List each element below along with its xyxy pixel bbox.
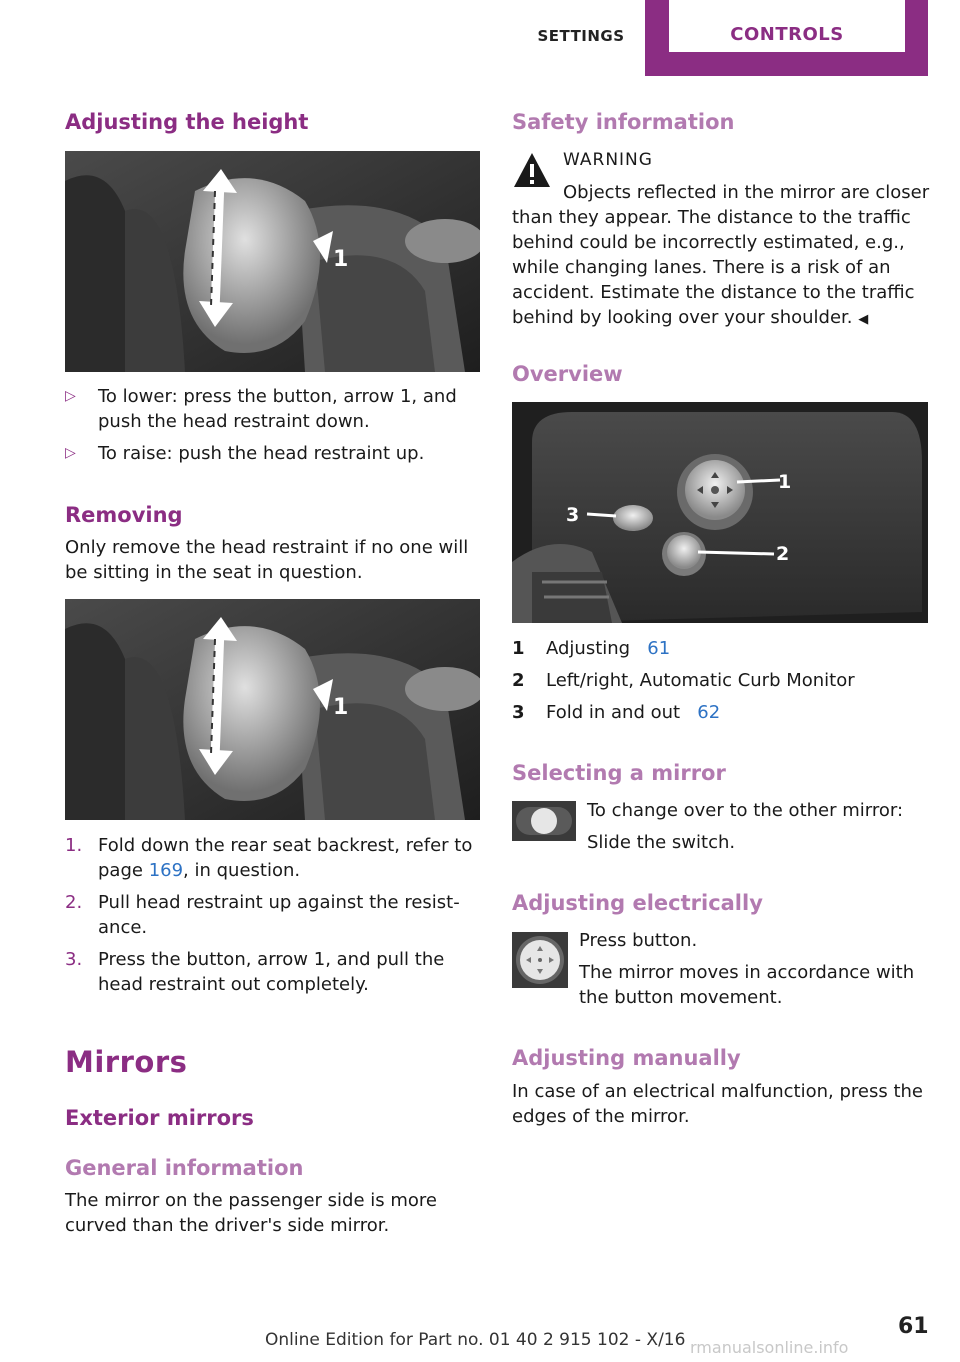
heading-general-information: General information: [65, 1156, 304, 1180]
manual-text: In case of an electrical malfunction, press the edges of the mirror.: [512, 1081, 923, 1127]
head-restraint-photo-2: [65, 599, 480, 820]
heading-safety-information: Safety information: [512, 110, 735, 134]
head-restraint-photo-1: [65, 151, 480, 372]
chapter-tab-label: CONTROLS: [669, 0, 905, 52]
heading-adjusting-manually: Adjusting manually: [512, 1046, 741, 1070]
selecting-line-2: Slide the switch.: [587, 832, 736, 853]
heading-exterior-mirrors: Exterior mirrors: [65, 1106, 254, 1130]
electric-line-2: The mirror moves in accordance with the button movement.: [579, 962, 915, 1008]
mirror-switch-icon: [512, 801, 576, 841]
mirror-adjust-button-icon: [512, 932, 568, 988]
page-number: 61: [898, 1314, 929, 1339]
electric-line-1: Press button.: [579, 930, 698, 951]
page-link[interactable]: 62: [697, 702, 721, 723]
edition-footer: Online Edition for Part no. 01 40 2 915 102 - X/16: [265, 1330, 686, 1350]
triangle-bullet-icon: ▷: [65, 388, 76, 404]
warning-label: WARNING: [563, 150, 653, 170]
heading-adjusting-height: Adjusting the height: [65, 110, 309, 134]
photo-callout-2: 2: [776, 543, 790, 565]
general-text: The mirror on the passenger side is more curved than the driver's side mirror.: [65, 1190, 438, 1236]
photo-callout-1: 1: [778, 471, 792, 493]
chapter-tab: [645, 0, 928, 76]
heading-mirrors: Mirrors: [65, 1045, 188, 1079]
end-mark-icon: ◀: [858, 312, 869, 327]
photo-callout-1: 1: [333, 695, 349, 720]
removing-text: Only remove the head restraint if no one will be sitting in the seat in question.: [65, 537, 469, 583]
triangle-bullet-icon: ▷: [65, 445, 76, 461]
watermark: rmanualsonline.info: [690, 1338, 849, 1357]
warning-text: Objects reflected in the mirror are closer than they appear. The distance to the traffic behind could be incorrectly estimated, e.g., while changing lanes. There is a risk of an accident. Estimate the distance to the traffic behind by looking over your shoulder. ◀: [512, 182, 930, 328]
heading-overview: Overview: [512, 362, 623, 386]
mirror-control-photo: [512, 402, 928, 623]
heading-adjusting-electrically: Adjusting electrically: [512, 891, 763, 915]
selecting-line-1: To change over to the other mirror:: [587, 800, 904, 821]
heading-selecting-mirror: Selecting a mirror: [512, 761, 726, 785]
photo-callout-1: 1: [333, 247, 349, 272]
heading-removing: Removing: [65, 503, 183, 527]
page-link[interactable]: 169: [148, 860, 184, 881]
photo-callout-3: 3: [566, 504, 580, 526]
page-link[interactable]: 61: [647, 638, 671, 659]
section-tab-settings: SETTINGS: [537, 27, 625, 45]
